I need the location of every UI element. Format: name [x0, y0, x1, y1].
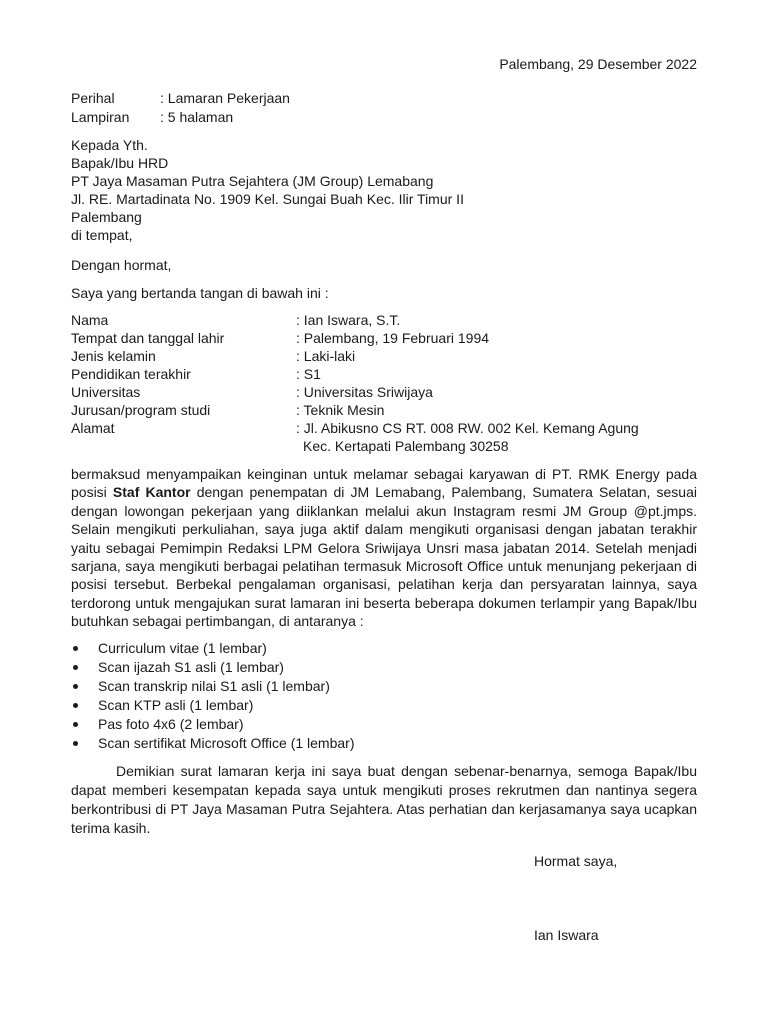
- address-line-2: Kec. Kertapati Palembang 30258: [303, 438, 509, 454]
- intro-text: Saya yang bertanda tangan di bawah ini :: [71, 285, 329, 301]
- meta-value: : 5 halaman: [160, 109, 234, 125]
- identity-value: : Teknik Mesin: [296, 402, 385, 418]
- identity-row: [71, 311, 697, 329]
- meta-row-subject: [71, 89, 290, 108]
- position-name: Staf Kantor: [112, 484, 191, 501]
- signature-name: Ian Iswara: [534, 927, 599, 943]
- list-item: [71, 734, 354, 753]
- recipient-line: di tempat,: [71, 227, 133, 243]
- letter-date: Palembang, 29 Desember 2022: [499, 56, 697, 72]
- list-item: [71, 639, 354, 658]
- list-item: [71, 696, 354, 715]
- identity-key: Tempat dan tanggal lahir: [71, 330, 225, 346]
- signoff: Hormat saya,: [534, 853, 618, 869]
- recipient-line: PT Jaya Masaman Putra Sejahtera (JM Group) Lemabang: [71, 173, 434, 189]
- identity-row: [71, 365, 697, 383]
- recipient-address: [71, 136, 464, 244]
- closing-paragraph: Demikian surat lamaran kerja ini saya buat dengan sebenar-benarnya, semoga Bapak/Ibu dapat memberi kesempatan kepada saya untuk mengikuti proses rekrutmen dan nantinya segera berkontribusi di PT Jaya Masaman Putra Sejahtera. Atas perhatian dan kerjasamanya saya ucapkan terima kasih.: [71, 763, 697, 836]
- attachment-label: Scan sertifikat Microsoft Office (1 lembar): [98, 735, 355, 751]
- list-item: [71, 715, 354, 734]
- identity-key: Jurusan/program studi: [71, 402, 211, 418]
- identity-row: [71, 383, 697, 401]
- meta-row-attachment: [71, 108, 290, 127]
- bullet-icon: [73, 646, 78, 651]
- bullet-icon: [73, 722, 78, 727]
- attachment-label: Scan KTP asli (1 lembar): [98, 697, 254, 713]
- meta-value: : Lamaran Pekerjaan: [160, 90, 290, 106]
- recipient-line: Bapak/Ibu HRD: [71, 155, 169, 171]
- bullet-icon: [73, 703, 78, 708]
- identity-row: [71, 401, 697, 419]
- body-text-part1: bermaksud menyampaikan keinginan untuk melamar sebagai karyawan di PT. RMK Energy pada posisi: [71, 466, 697, 501]
- identity-row: [71, 329, 697, 347]
- identity-table: [71, 311, 697, 455]
- recipient-line: Palembang: [71, 209, 142, 225]
- bullet-icon: [73, 684, 78, 689]
- letter-page: [71, 0, 697, 1024]
- identity-row: [71, 347, 697, 365]
- identity-value: : S1: [296, 366, 321, 382]
- identity-key: Jenis kelamin: [71, 348, 156, 364]
- list-item: [71, 677, 354, 696]
- attachment-label: Curriculum vitae (1 lembar): [98, 640, 267, 656]
- body-paragraph: [71, 465, 697, 631]
- identity-key: Nama: [71, 312, 109, 328]
- greeting: Dengan hormat,: [71, 257, 172, 273]
- identity-row: [71, 419, 697, 455]
- bullet-icon: [73, 665, 78, 670]
- identity-key: Pendidikan terakhir: [71, 366, 191, 382]
- attachment-label: Scan transkrip nilai S1 asli (1 lembar): [98, 678, 330, 694]
- attachment-label: Scan ijazah S1 asli (1 lembar): [98, 659, 284, 675]
- recipient-line: Kepada Yth.: [71, 137, 148, 153]
- letter-meta: [71, 89, 290, 127]
- attachment-label: Pas foto 4x6 (2 lembar): [98, 716, 244, 732]
- identity-value: : Universitas Sriwijaya: [296, 384, 433, 400]
- identity-key: Alamat: [71, 420, 115, 436]
- identity-value-address: [296, 419, 697, 455]
- bullet-icon: [73, 741, 78, 746]
- identity-key: Universitas: [71, 384, 141, 400]
- identity-value: : Laki-laki: [296, 348, 356, 364]
- attachment-list: [71, 639, 354, 753]
- address-line-1: : Jl. Abikusno CS RT. 008 RW. 002 Kel. Kemang Agung: [296, 420, 639, 436]
- meta-key: Lampiran: [71, 109, 130, 125]
- recipient-line: Jl. RE. Martadinata No. 1909 Kel. Sungai Buah Kec. Ilir Timur II: [71, 191, 464, 207]
- identity-value: : Palembang, 19 Februari 1994: [296, 330, 490, 346]
- meta-key: Perihal: [71, 90, 115, 106]
- identity-value: : Ian Iswara, S.T.: [296, 312, 401, 328]
- list-item: [71, 658, 354, 677]
- body-text-part2: dengan penempatan di JM Lemabang, Palembang, Sumatera Selatan, sesuai dengan lowongan pekerjaan yang diiklankan melalui akun Instagram resmi JM Group @pt.jmps. Selain mengikuti perkuliahan, saya juga aktif dalam mengikuti organisasi dengan jabatan terakhir yaitu sebagai Pemimpin Redaksi LPM Gelora Sriwijaya Unsri masa jabatan 2014. Setelah menjadi sarjana, saya mengikuti berbagai pelatihan termasuk Microsoft Office untuk menunjang pekerjaan di posisi tersebut. Berbekal pengalaman organisasi, pelatihan kerja dan persyaratan lainnya, saya terdorong untuk mengajukan surat lamaran ini beserta beberapa dokumen terlampir yang Bapak/Ibu butuhkan sebagai pertimbangan, di antaranya :: [71, 484, 697, 630]
